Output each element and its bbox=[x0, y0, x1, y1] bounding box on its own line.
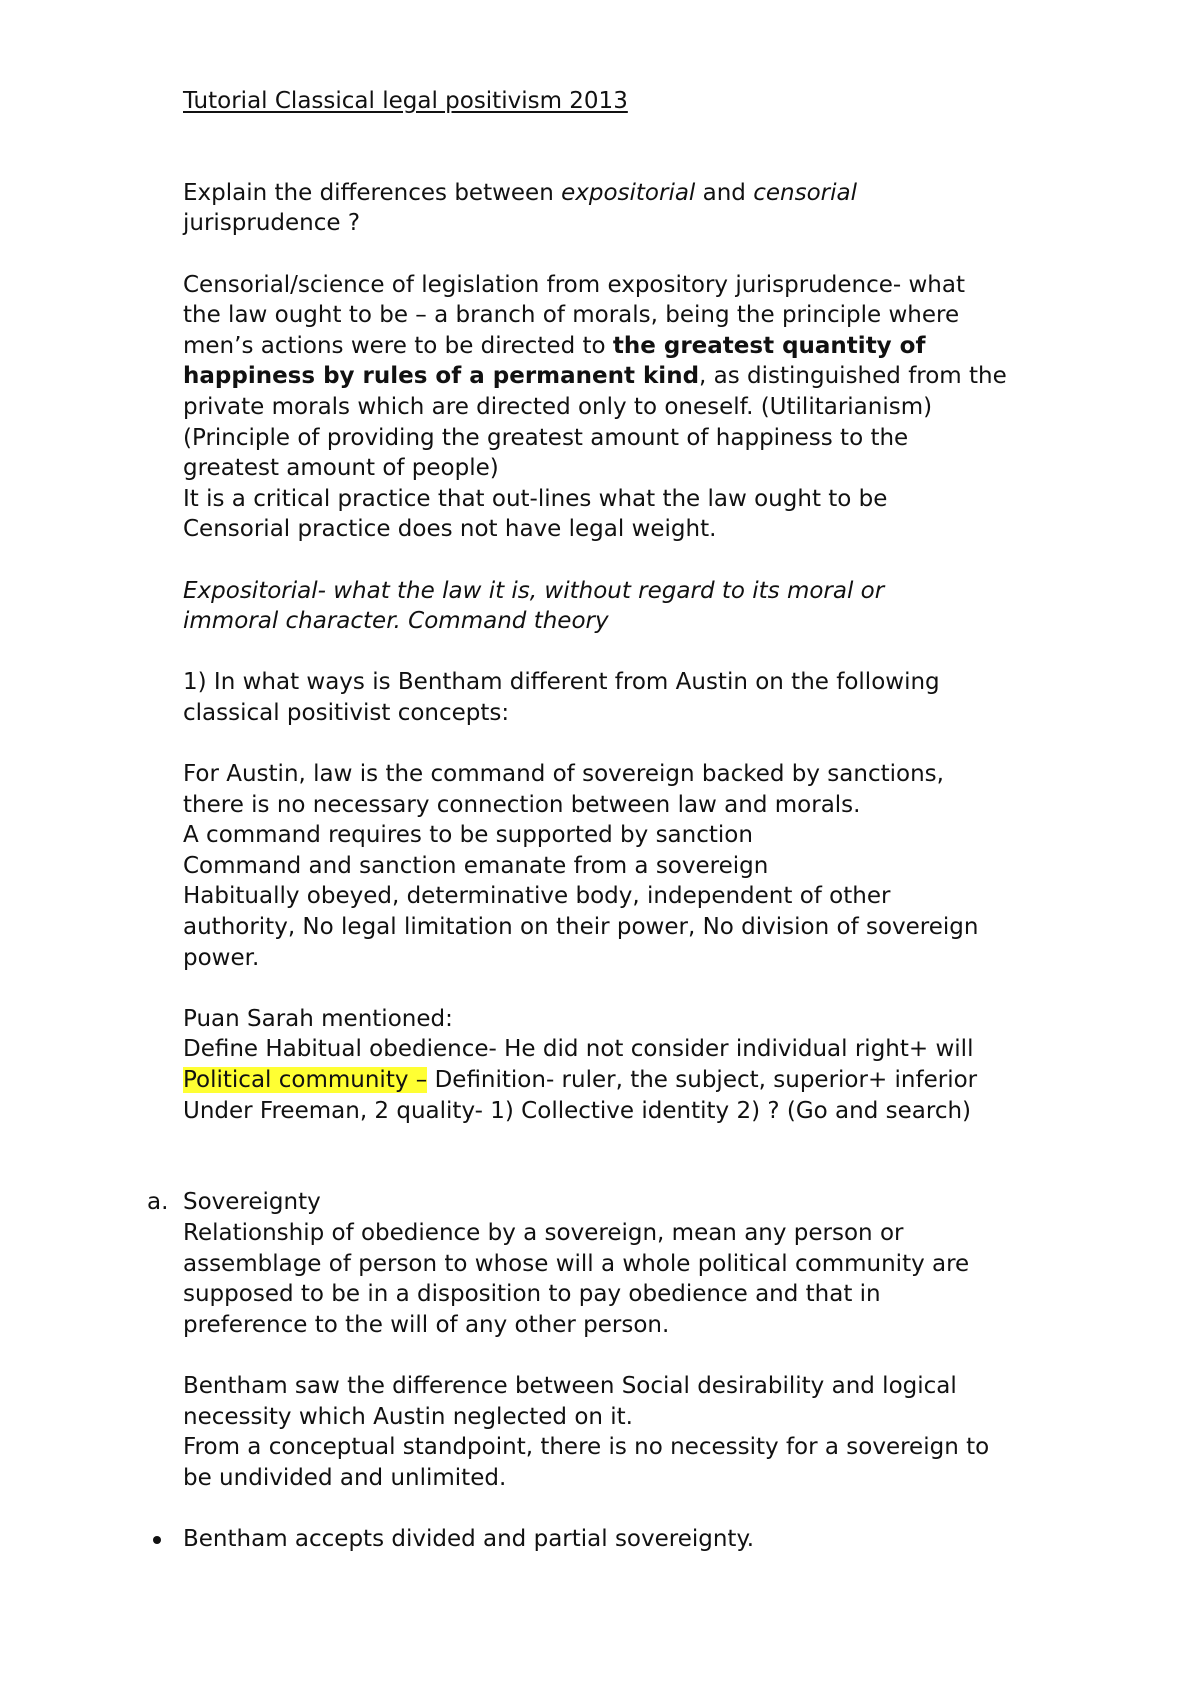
sovereignty-line: assemblage of person to whose will a whole political community are bbox=[183, 1250, 970, 1277]
censorial-line: (Principle of providing the greatest amount of happiness to the bbox=[183, 424, 909, 451]
question-1 bbox=[183, 667, 1083, 728]
expositorial-term: expositorial bbox=[561, 179, 696, 206]
bold-phrase: the greatest quantity of bbox=[612, 332, 926, 359]
censorial-line: the law ought to be – a branch of morals, being the principle where bbox=[183, 302, 960, 329]
question-1-line: 1) In what ways is Bentham different from Austin on the following bbox=[183, 669, 940, 696]
austin-line: Command and sanction emanate from a sovereign bbox=[183, 852, 769, 879]
puan-line: Puan Sarah mentioned: bbox=[183, 1005, 453, 1032]
austin-line: authority, No legal limitation on their power, No division of sovereign bbox=[183, 914, 979, 941]
bold-phrase: happiness by rules of a permanent kind bbox=[183, 363, 700, 390]
austin-paragraph bbox=[183, 759, 1083, 973]
bentham-line: necessity which Austin neglected on it. bbox=[183, 1403, 633, 1430]
question-intro-line-1: Explain the differences between expositorial and censorial bbox=[183, 179, 857, 206]
puan-line: Political community – Definition- ruler, the subject, superior+ inferior bbox=[183, 1067, 978, 1093]
bullet-item: Bentham accepts divided and partial sovereignty. bbox=[183, 1524, 1083, 1555]
austin-line: there is no necessary connection between law and morals. bbox=[183, 791, 861, 818]
question-intro-line-2: jurisprudence ? bbox=[183, 210, 361, 237]
austin-line: Habitually obeyed, determinative body, independent of other bbox=[183, 883, 891, 910]
censorial-line: happiness by rules of a permanent kind, as distinguished from the bbox=[183, 363, 1007, 390]
sovereignty-heading: Sovereignty bbox=[183, 1189, 321, 1216]
bentham-paragraph bbox=[183, 1371, 1083, 1493]
expositorial-paragraph bbox=[183, 576, 1083, 637]
sovereignty-heading-line bbox=[147, 1187, 1083, 1218]
censorial-term: censorial bbox=[753, 179, 857, 206]
sovereignty-line: supposed to be in a disposition to pay obedience and that in bbox=[183, 1281, 881, 1308]
question-intro bbox=[183, 178, 1083, 239]
censorial-line: Censorial/science of legislation from expository jurisprudence- what bbox=[183, 271, 965, 298]
censorial-line: Censorial practice does not have legal weight. bbox=[183, 516, 717, 543]
censorial-line: private morals which are directed only to oneself. (Utilitarianism) bbox=[183, 393, 933, 420]
puan-sarah-notes bbox=[183, 1004, 1083, 1126]
censorial-paragraph bbox=[183, 270, 1083, 545]
sovereignty-section bbox=[147, 1187, 1083, 1340]
austin-line: power. bbox=[183, 944, 260, 971]
censorial-line: greatest amount of people) bbox=[183, 455, 499, 482]
bullet-icon bbox=[153, 1536, 161, 1544]
sovereignty-line: Relationship of obedience by a sovereign, mean any person or bbox=[183, 1219, 904, 1246]
bentham-line: From a conceptual standpoint, there is no necessity for a sovereign to bbox=[183, 1434, 990, 1461]
austin-line: A command requires to be supported by sanction bbox=[183, 822, 753, 849]
censorial-line: It is a critical practice that out-lines what the law ought to be bbox=[183, 485, 888, 512]
bentham-line: Bentham saw the difference between Social desirability and logical bbox=[183, 1372, 957, 1399]
puan-line: Under Freeman, 2 quality- 1) Collective identity 2) ? (Go and search) bbox=[183, 1097, 972, 1124]
document-page bbox=[147, 86, 1083, 1555]
list-marker: a. bbox=[147, 1189, 169, 1216]
sovereignty-line: preference to the will of any other person. bbox=[183, 1311, 670, 1338]
austin-line: For Austin, law is the command of sovereign backed by sanctions, bbox=[183, 761, 944, 788]
censorial-line: men’s actions were to be directed to the greatest quantity of bbox=[183, 332, 926, 359]
highlighted-phrase: Political community – bbox=[183, 1067, 428, 1093]
expositorial-line: immoral character. Command theory bbox=[183, 608, 609, 635]
puan-line: Define Habitual obedience- He did not consider individual right+ will bbox=[183, 1036, 974, 1063]
expositorial-line: Expositorial- what the law it is, without regard to its moral or bbox=[183, 577, 885, 604]
bentham-line: be undivided and unlimited. bbox=[183, 1464, 507, 1491]
question-1-line: classical positivist concepts: bbox=[183, 699, 510, 726]
page-title: Tutorial Classical legal positivism 2013 bbox=[183, 88, 628, 114]
